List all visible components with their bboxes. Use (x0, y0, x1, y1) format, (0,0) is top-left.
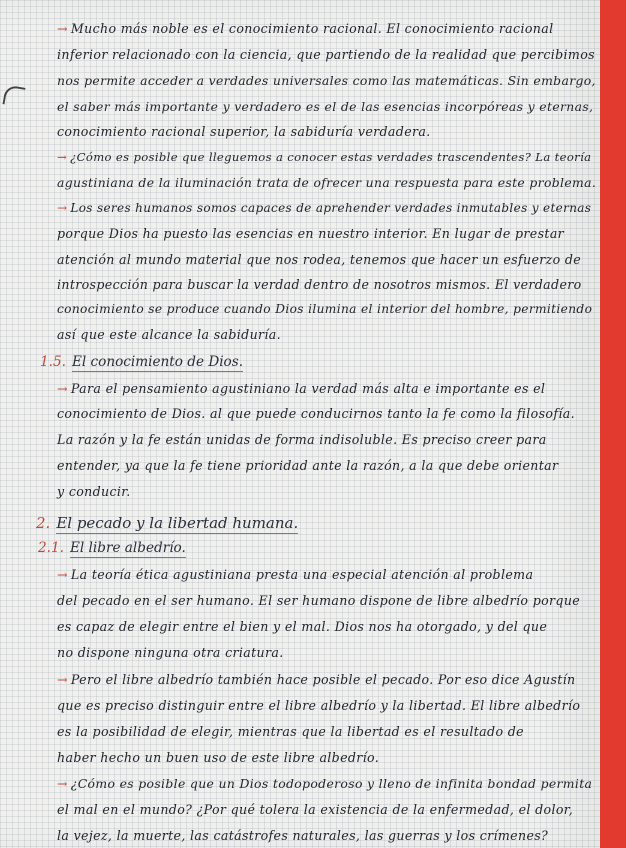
line-text: Pero el libre albedrío también hace posible el pecado. Por eso dice Agustín (70, 672, 576, 687)
red-margin-stripe (600, 0, 626, 848)
text-line (57, 381, 545, 396)
text-line (57, 226, 564, 241)
text-line (57, 776, 592, 791)
line-text: y conducir. (57, 484, 131, 499)
line-text: conocimiento se produce cuando Dios ilumina el interior del hombre, permitiendo (57, 302, 593, 316)
line-text: no dispone ninguna otra criatura. (57, 645, 284, 660)
text-line (57, 47, 595, 62)
text-line (57, 124, 431, 139)
line-text: Los seres humanos somos capaces de aprehender verdades inmutables y eternas (70, 201, 592, 215)
line-text: ¿Cómo es posible que un Dios todopoderoso y lleno de infinita bondad permita (70, 776, 593, 791)
bullet-arrow-icon: → (57, 150, 68, 164)
section-heading (40, 354, 243, 370)
text-line (57, 567, 533, 582)
bullet-arrow-icon: → (57, 672, 68, 687)
heading-text: El libre albedrío. (69, 540, 186, 556)
text-line (57, 672, 576, 687)
bullet-arrow-icon: → (57, 567, 68, 582)
text-line (57, 150, 591, 164)
bullet-arrow-icon: → (57, 201, 68, 215)
line-text: ¿Cómo es posible que lleguemos a conocer estas verdades trascendentes? La teoría (70, 150, 592, 164)
line-text: inferior relacionado con la ciencia, que partiendo de la realidad que percibimos (57, 47, 595, 62)
bullet-arrow-icon: → (57, 381, 68, 396)
line-text: del pecado en el ser humano. El ser humano dispone de libre albedrío porque (57, 593, 581, 608)
line-text: es capaz de elegir entre el bien y el mal. Dios nos ha otorgado, y del que (57, 619, 548, 634)
text-line (57, 828, 548, 843)
heading-number: 2. (36, 514, 51, 532)
line-text: conocimiento de Dios. al que puede conducirnos tanto la fe como la filosofía. (57, 406, 575, 421)
binder-hole-mark (2, 84, 25, 107)
section-heading (36, 514, 298, 532)
line-text: atención al mundo material que nos rodea, tenemos que hacer un esfuerzo de (57, 252, 582, 267)
text-line (57, 432, 547, 447)
text-line (57, 277, 582, 292)
line-text: La teoría ética agustiniana presta una especial atención al problema (70, 567, 534, 582)
heading-text: El pecado y la libertad humana. (56, 514, 299, 532)
text-line (57, 21, 553, 36)
line-text: agustiniana de la iluminación trata de ofrecer una respuesta para este problema. (57, 175, 597, 190)
text-line (57, 175, 596, 190)
line-text: haber hecho un buen uso de este libre albedrío. (57, 750, 380, 765)
text-line (57, 99, 593, 114)
text-line (57, 802, 573, 817)
text-line (57, 698, 580, 713)
line-text: es la posibilidad de elegir, mientras que la libertad es el resultado de (57, 724, 524, 739)
text-line (57, 458, 558, 473)
line-text: el mal en el mundo? ¿Por qué tolera la existencia de la enfermedad, el dolor, (57, 802, 574, 817)
line-text: introspección para buscar la verdad dentro de nosotros mismos. El verdadero (57, 277, 582, 292)
bullet-arrow-icon: → (57, 776, 68, 791)
line-text: Mucho más noble es el conocimiento racional. El conocimiento racional (70, 21, 554, 36)
line-text: La razón y la fe están unidas de forma indisoluble. Es preciso creer para (57, 432, 547, 447)
bullet-arrow-icon: → (57, 21, 68, 36)
text-line (57, 406, 575, 421)
heading-text: El conocimiento de Dios. (71, 354, 244, 370)
line-text: el saber más importante y verdadero es el de las esencias incorpóreas y eternas, (57, 99, 594, 114)
text-line (57, 201, 591, 215)
text-line (57, 484, 131, 499)
text-line (57, 302, 592, 316)
text-line (57, 619, 547, 634)
line-text: entender, ya que la fe tiene prioridad ante la razón, a la que debe orientar (57, 458, 559, 473)
text-line (57, 593, 580, 608)
line-text: porque Dios ha puesto las esencias en nuestro interior. En lugar de prestar (57, 226, 565, 241)
text-line (57, 252, 581, 267)
line-text: nos permite acceder a verdades universales como las matemáticas. Sin embargo, (57, 73, 596, 88)
heading-number: 2.1. (38, 540, 64, 556)
line-text: que es preciso distinguir entre el libre albedrío y la libertad. El libre albedrío (57, 698, 581, 713)
line-text: la vejez, la muerte, las catástrofes naturales, las guerras y los crímenes? (57, 828, 549, 843)
line-text: así que este alcance la sabiduría. (57, 327, 282, 342)
text-line (57, 645, 284, 660)
line-text: conocimiento racional superior, la sabiduría verdadera. (57, 124, 431, 139)
section-heading (38, 540, 186, 556)
text-line (57, 73, 596, 88)
heading-number: 1.5. (40, 354, 66, 370)
text-line (57, 750, 379, 765)
text-line (57, 327, 281, 342)
line-text: Para el pensamiento agustiniano la verdad más alta e importante es el (70, 381, 546, 396)
text-line (57, 724, 524, 739)
